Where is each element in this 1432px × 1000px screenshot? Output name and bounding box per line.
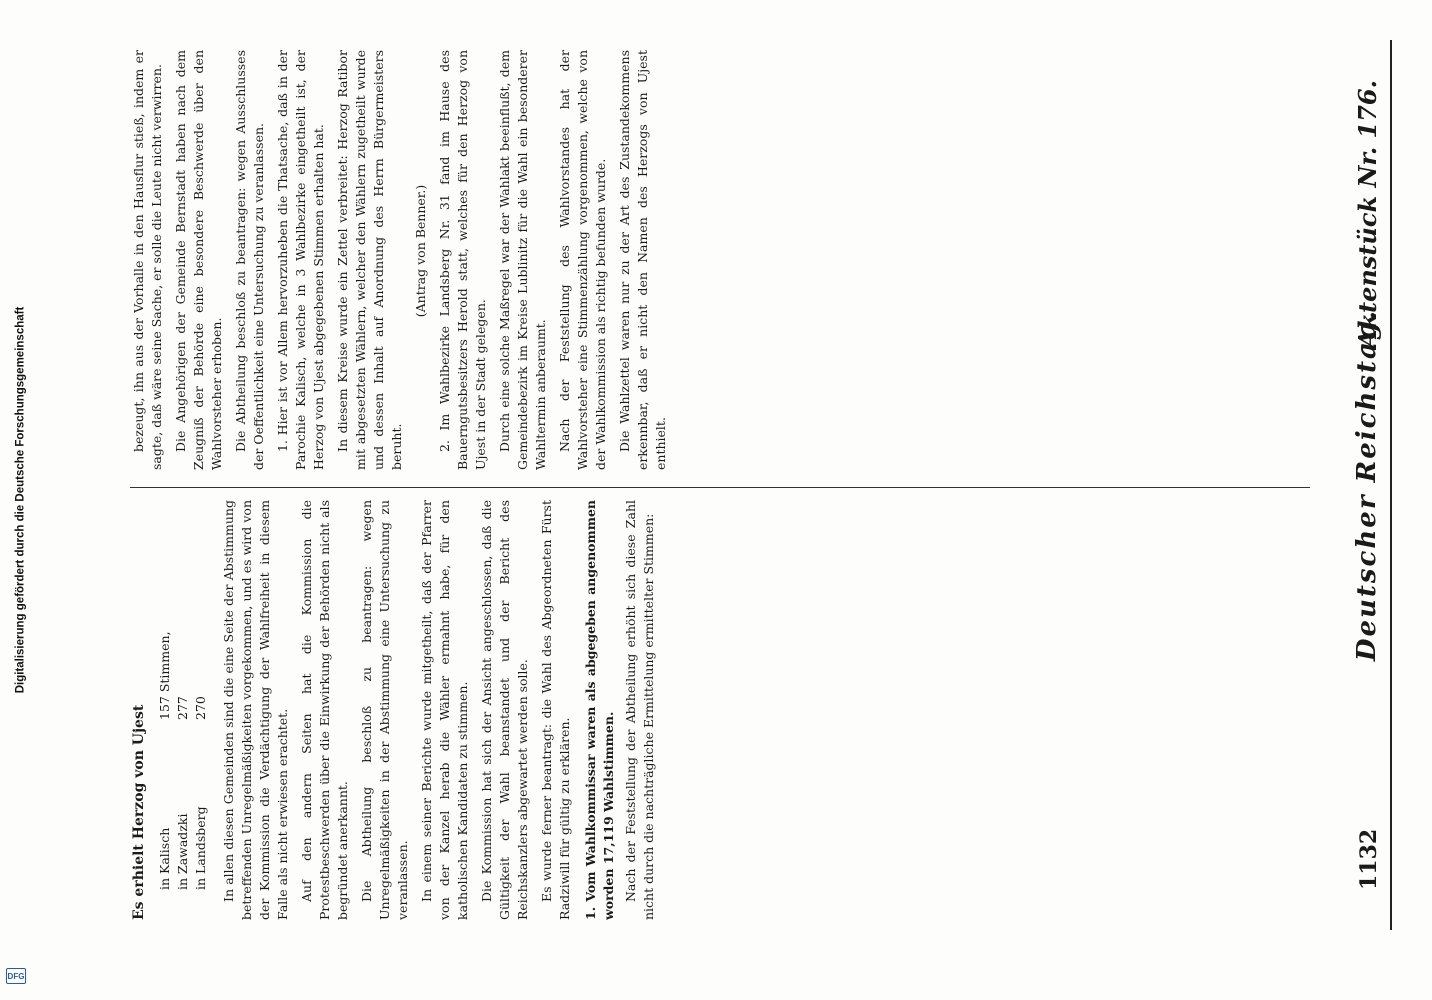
page-header [1320, 40, 1392, 930]
paragraph: Die Angehörigen der Gemeinde Bernstadt haben nach dem Zeugniß der Behörde eine besondere Beschwerde über den Wahlvorsteher erhoben. [173, 50, 224, 470]
paragraph: In einem seiner Berichte wurde mitgetheilt, daß der Pfarrer von der Kanzel herab die Wähler ermahnt habe, für den katholischen Kandidaten zu stimmen. [419, 500, 470, 920]
paragraph: 2. Im Wahlbezirke Landsberg Nr. 31 fand im Hause des Bauerngutsbesitzers Herold statt, welches für den Herzog von Ujest in der Stadt gelegen. [437, 50, 488, 470]
paragraph: Die Kommission hat sich der Ansicht angeschlossen, daß die Gültigkeit der Wahl beanstandet und der Bericht des Reichskanzlers abgewartet werden solle. [479, 500, 530, 920]
paragraph: Nach der Feststellung der Abtheilung erhöht sich diese Zahl nicht durch die nachträgliche Ermittelung ermittelter Stimmen: [623, 500, 656, 920]
paragraph: Es wurde ferner beantragt: die Wahl des Abgeordneten Fürst Radziwill für gültig zu erklären. [539, 500, 572, 920]
vote-row [192, 500, 210, 890]
digitization-credit-text: Digitalisierung gefördert durch die Deutsche Forschungsgemeinschaft [14, 306, 26, 694]
running-title: Deutscher Reichstag. [1352, 308, 1382, 662]
vote-row [174, 500, 192, 890]
column-intro: Es erhielt Herzog von Ujest [131, 704, 147, 920]
digitization-credit [8, 0, 32, 1000]
paragraph: Auf den andern Seiten hat die Kommission die Protestbeschwerden über die Einwirkung der Behörden nicht als begründet anerkannt. [299, 500, 350, 920]
paragraph: Nach der Feststellung des Wahlvorstandes hat der Wahlvorsteher eine Stimmenzählung vorgenommen, welche von der Wahlkommission als richtig befunden wurde. [557, 50, 608, 470]
paragraph: bezeugt, ihn aus der Vorhalle in den Hausflur stieß, indem er sagte, daß wäre seine Sache, er solle die Leute nicht verwirren. [131, 50, 164, 470]
paragraph: Die Abtheilung beschloß zu beantragen: wegen Unregelmäßigkeiten in der Abstimmung eine Untersuchung zu veranlassen. [359, 500, 410, 920]
paragraph: In allen diesen Gemeinden sind die eine Seite der Abstimmung betreffenden Unregelmäßigkeiten vorgekommen, und es wird von der Kommission die Verdächtigung der Wahlfreiheit in diesem Falle als nicht erwiesen erachtet. [221, 500, 290, 920]
text-column-left [130, 500, 1310, 920]
paragraph: Durch eine solche Maßregel war der Wahlakt beeinflußt, dem Gemeindebezirk im Kreise Lublinitz für die Wahl ein besonderer Wahltermin anberaumt. [497, 50, 548, 470]
vote-table [156, 500, 210, 890]
paragraph: 1. Hier ist vor Allem hervorzuheben die Thatsache, daß in der Parochie Kalisch, welche in 3 Wahlbezirke eingetheilt ist, der Herzog von Ujest abgegebenen Stimmen erhalten hat. [275, 50, 326, 470]
column-divider [130, 487, 1310, 488]
page-number: 1132 [1356, 828, 1382, 890]
appendix-label: Aktenstück Nr. 176. [1353, 80, 1382, 349]
dfg-logo: DFG [6, 968, 26, 984]
paragraph: In diesem Kreise wurde ein Zettel verbreitet: Herzog Ratibor mit abgesetzten Wählern, welcher den Wählern zugetheilt wurde und dessen Inhalt auf Anordnung des Herrn Bürgermeisters beruht. [335, 50, 404, 470]
vote-count: 270 [193, 696, 208, 720]
vote-place: in Kalisch [157, 827, 172, 890]
text-column-right [130, 50, 1310, 470]
paragraph: Die Wahlzettel waren nur zu der Art des Zustandekommens erkennbar, daß er nicht den Namen des Herzogs von Ujest enthielt. [617, 50, 668, 470]
vote-count: 277 [175, 696, 190, 720]
vote-row [156, 500, 174, 890]
vote-count: 157 Stimmen, [157, 631, 172, 720]
section-heading: 1. Vom Wahlkommissar waren als abgegeben angenommen worden 17,119 Wahlstimmen. [583, 500, 616, 920]
vote-place: in Zawadzki [175, 813, 190, 890]
paragraph: (Antrag von Benner.) [413, 184, 428, 318]
paragraph: Die Abtheilung beschloß zu beantragen: wegen Ausschlusses der Oeffentlichkeit eine Untersuchung zu veranlassen. [233, 50, 266, 470]
vote-place: in Landsberg [193, 806, 208, 890]
